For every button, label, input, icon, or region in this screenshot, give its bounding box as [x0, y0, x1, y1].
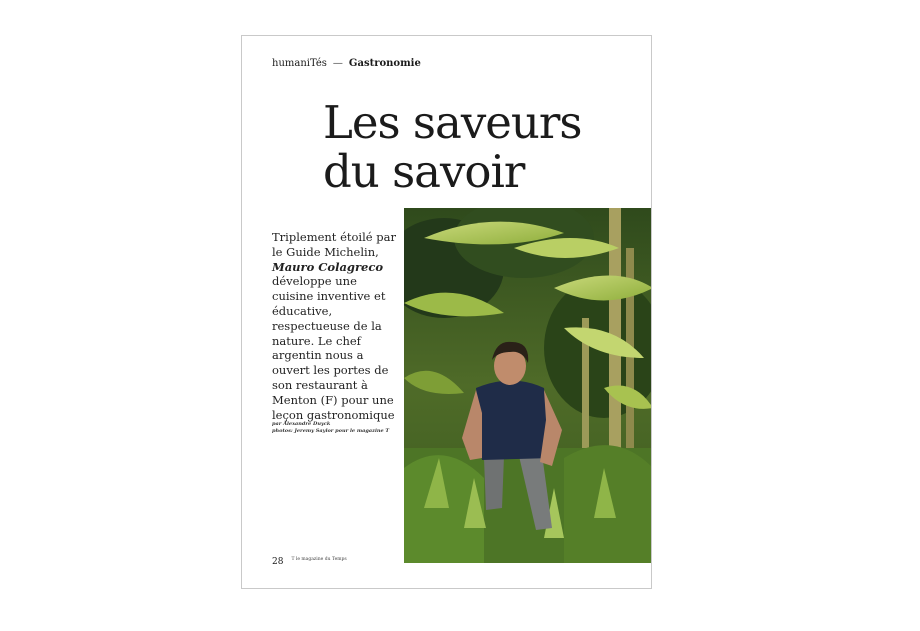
- photo-credit: photos: Jeremy Saylor pour le magazine T: [272, 428, 390, 434]
- section-label: Gastronomie: [348, 58, 421, 69]
- chef-name: Mauro Colagreco: [272, 259, 384, 274]
- article-title: [323, 98, 581, 196]
- intro-body: développe une cuisine inventive et éducative, respectueuse de la nature. Le chef argentin nous a ouvert les portes de son restaurant à Menton (F) pour une leçon gastronomique: [272, 274, 395, 422]
- section-header: [272, 58, 421, 69]
- header-separator: —: [332, 58, 343, 69]
- title-line-1: Les saveurs: [323, 96, 582, 149]
- magazine-page: [241, 35, 652, 589]
- page-number: 28: [272, 557, 284, 567]
- chef-photo: [404, 208, 652, 563]
- article-intro: [272, 230, 398, 422]
- chef-photo-illustration: [404, 208, 652, 563]
- rubric-label: humaniTés: [272, 58, 327, 69]
- page-footer: [272, 549, 347, 568]
- publication-name: T le magazine du Temps: [291, 557, 347, 562]
- article-credits: [272, 421, 389, 435]
- title-line-2: du savoir: [323, 145, 525, 198]
- intro-lead: Triplement étoilé par le Guide Michelin,: [272, 230, 396, 259]
- author-credit: par Alexandre Duyck: [272, 421, 331, 427]
